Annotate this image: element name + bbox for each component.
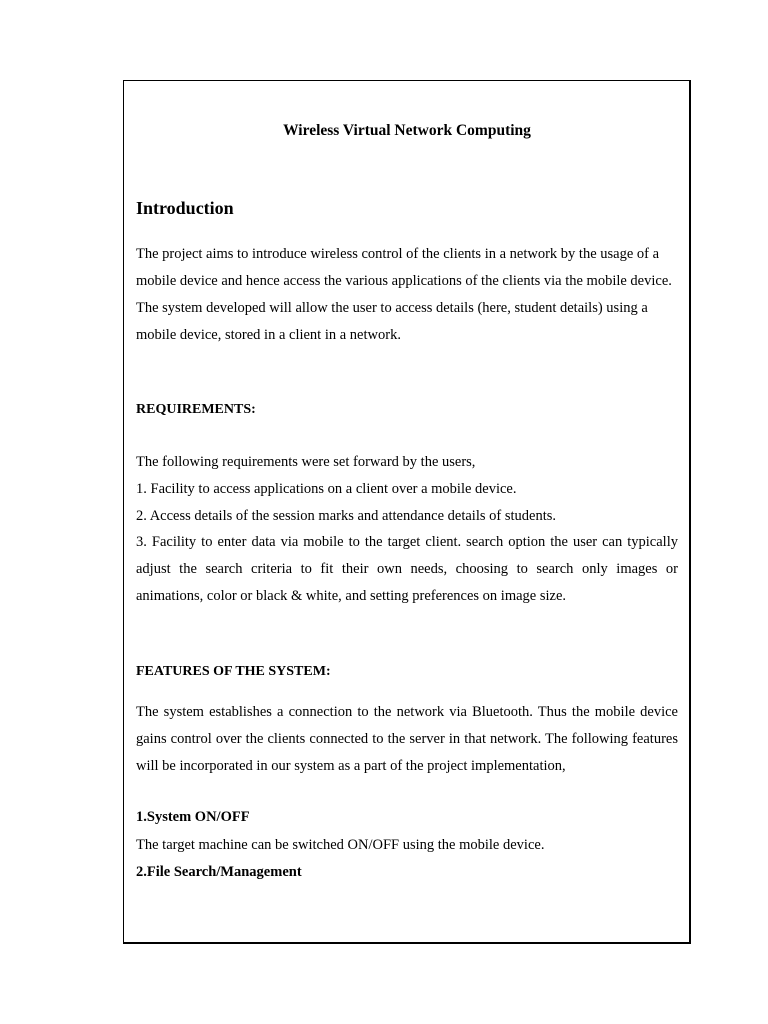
requirements-heading: REQUIREMENTS: [136, 402, 256, 417]
page-frame [123, 80, 691, 944]
introduction-paragraph: The project aims to introduce wireless control of the clients in a network by the usage of a mobile device and hence access the various applications of the clients via the mobile device. The system developed will allow the user to access details (here, student details) using a mobile device, stored in a client in a network. [136, 246, 672, 343]
introduction-heading: Introduction [136, 198, 234, 218]
feature-1-heading: 1.System ON/OFF [136, 809, 250, 825]
features-heading: FEATURES OF THE SYSTEM: [136, 664, 331, 679]
document-title: Wireless Virtual Network Computing [283, 122, 531, 139]
feature-2-heading: 2.File Search/Management [136, 864, 302, 880]
requirement-item-2: 2. Access details of the session marks and attendance details of students. [136, 508, 556, 524]
requirement-item-1: 1. Facility to access applications on a client over a mobile device. [136, 481, 517, 497]
requirement-item-3: 3. Facility to enter data via mobile to the target client. search option the user can typically adjust the search criteria to fit their own needs, choosing to search only images or animations, color or black & white, and setting preferences on image size. [136, 534, 678, 604]
feature-1-text: The target machine can be switched ON/OFF using the mobile device. [136, 837, 545, 853]
features-paragraph: The system establishes a connection to the network via Bluetooth. Thus the mobile device gains control over the clients connected to the server in that network. The following features will be incorporated in our system as a part of the project implementation, [136, 704, 678, 774]
requirements-intro: The following requirements were set forward by the users, [136, 454, 476, 470]
